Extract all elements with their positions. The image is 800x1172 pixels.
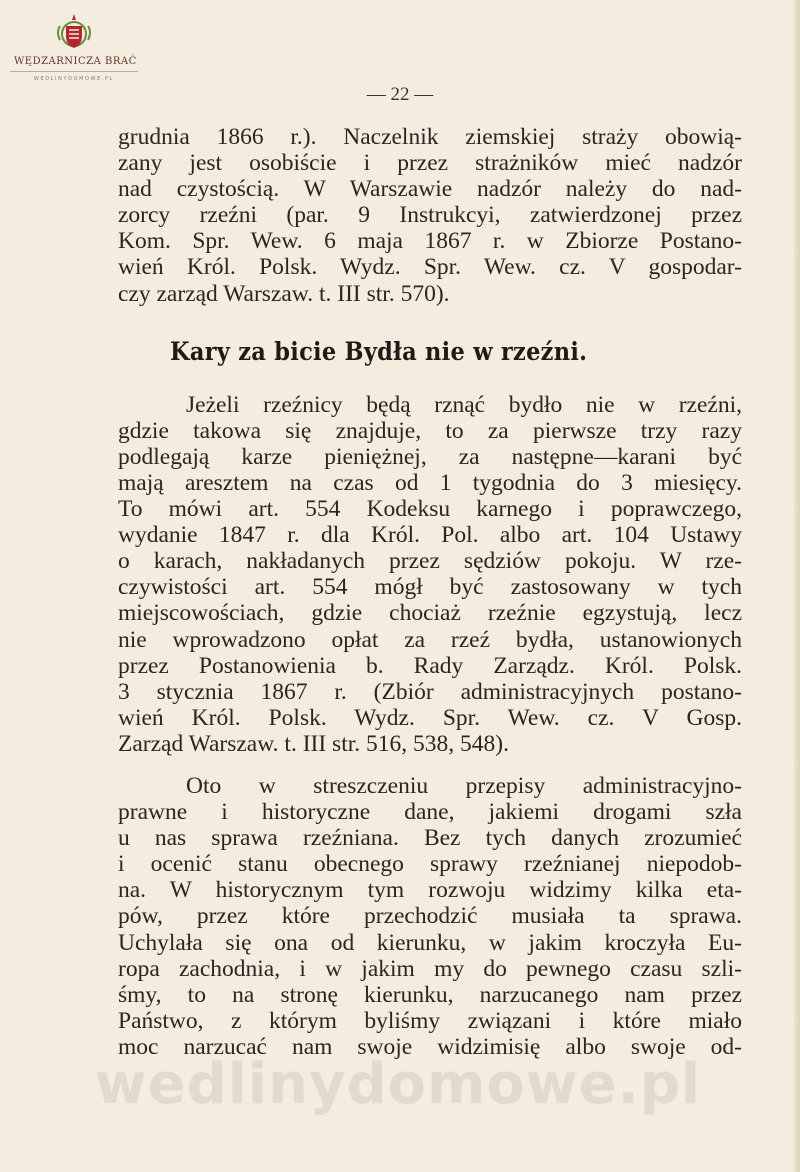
text-line: przez Postanowienia b. Rady Zarządz. Król. Polsk. <box>118 652 742 679</box>
text-line: wień Król. Polsk. Wydz. Spr. Wew. cz. V gospodar- <box>118 254 742 281</box>
text-line: Kom. Spr. Wew. 6 maja 1867 r. w Zbiorze Postano- <box>118 228 742 255</box>
text-line: nie wprowadzono opłat za rzeź bydła, ustanowionych <box>118 626 742 653</box>
text-line: zany jest osobiście i przez strażników mieć nadzór <box>118 150 742 177</box>
text-line: prawne i historyczne dane, jakiemi drogami szła <box>118 799 742 826</box>
page-edge <box>794 0 800 1172</box>
paragraph-gap <box>118 757 742 773</box>
text-line: czy zarząd Warszaw. t. III str. 570). <box>118 280 450 307</box>
text-line: czywistości art. 554 mógł być zastosowany w tych <box>118 574 742 601</box>
paragraph-2 <box>118 392 742 757</box>
text-line: i ocenić stanu obecnego sprawy rzeźnianej niepodob- <box>118 851 742 878</box>
text-line: o karach, nakładanych przez sędziów pokoju. W rze- <box>118 548 742 575</box>
paragraph-1 <box>118 124 742 307</box>
text-line: ropa zachodnia, i w jakim my do pewnego czasu szli- <box>118 955 742 982</box>
watermark: wedlinydomowe.pl <box>94 1052 702 1117</box>
text-line: u nas sprawa rzeźniana. Bez tych danych zrozumieć <box>118 825 742 852</box>
site-logo[interactable] <box>14 12 137 82</box>
text-line: Oto w streszczeniu przepisy administracyjno- <box>186 772 742 799</box>
logo-divider <box>10 71 138 72</box>
text-line: nad czystością. W Warszawie nadzór należy do nad- <box>118 176 742 203</box>
text-line: wień Król. Polsk. Wydz. Spr. Wew. cz. V Gosp. <box>118 704 742 731</box>
text-line: pów, przez które przechodzić musiała ta sprawa. <box>118 903 742 930</box>
coat-of-arms-icon <box>54 12 94 54</box>
text-line: Zarząd Warszaw. t. III str. 516, 538, 548). <box>118 730 509 757</box>
text-line: na. W historycznym tym rozwoju widzimy kilka eta- <box>118 877 742 904</box>
text-line: Państwo, z którym byliśmy związani i które miało <box>118 1007 742 1034</box>
text-line: 3 stycznia 1867 r. (Zbiór administracyjnych postano- <box>118 678 742 705</box>
logo-brand-text: WĘDZARNICZA BRAĆ <box>14 56 137 67</box>
page-number: — 22 — <box>366 84 434 105</box>
text-line: grudnia 1866 r.). Naczelnik ziemskiej straży obowią- <box>118 124 742 150</box>
text-line: śmy, to na stronę kierunku, narzucanego nam przez <box>118 981 742 1008</box>
text-line: Uchylała się ona od kierunku, w jakim kroczyła Eu- <box>118 929 742 956</box>
text-line: podlegają karze pieniężnej, za następne—karani być <box>118 443 742 470</box>
section-heading: Kary za bicie Bydła nie w rzeźni. <box>170 336 588 366</box>
text-line: miejscowościach, gdzie chociaż rzeźnie egzystują, lecz <box>118 600 742 627</box>
text-line: moc narzucać nam swoje widzimisię albo swoje od- <box>118 1033 742 1060</box>
text-line: gdzie takowa się znajduje, to za pierwsze trzy razy <box>118 417 742 444</box>
text-line: To mówi art. 554 Kodeksu karnego i poprawczego, <box>118 496 742 523</box>
paragraph-3 <box>118 773 742 1060</box>
page-body <box>118 124 742 1060</box>
text-line: wydanie 1847 r. dla Król. Pol. albo art. 104 Ustawy <box>118 522 742 549</box>
logo-site-text: WEDLINYDOMOWE.PL <box>33 76 115 82</box>
text-line: Jeżeli rzeźnicy będą rznąć bydło nie w rzeźni, <box>186 391 742 418</box>
text-line: zorcy rzeźni (par. 9 Instrukcyi, zatwierdzonej przez <box>118 202 742 229</box>
text-line: mają aresztem na czas od 1 tygodnia do 3 miesięcy. <box>118 469 742 496</box>
